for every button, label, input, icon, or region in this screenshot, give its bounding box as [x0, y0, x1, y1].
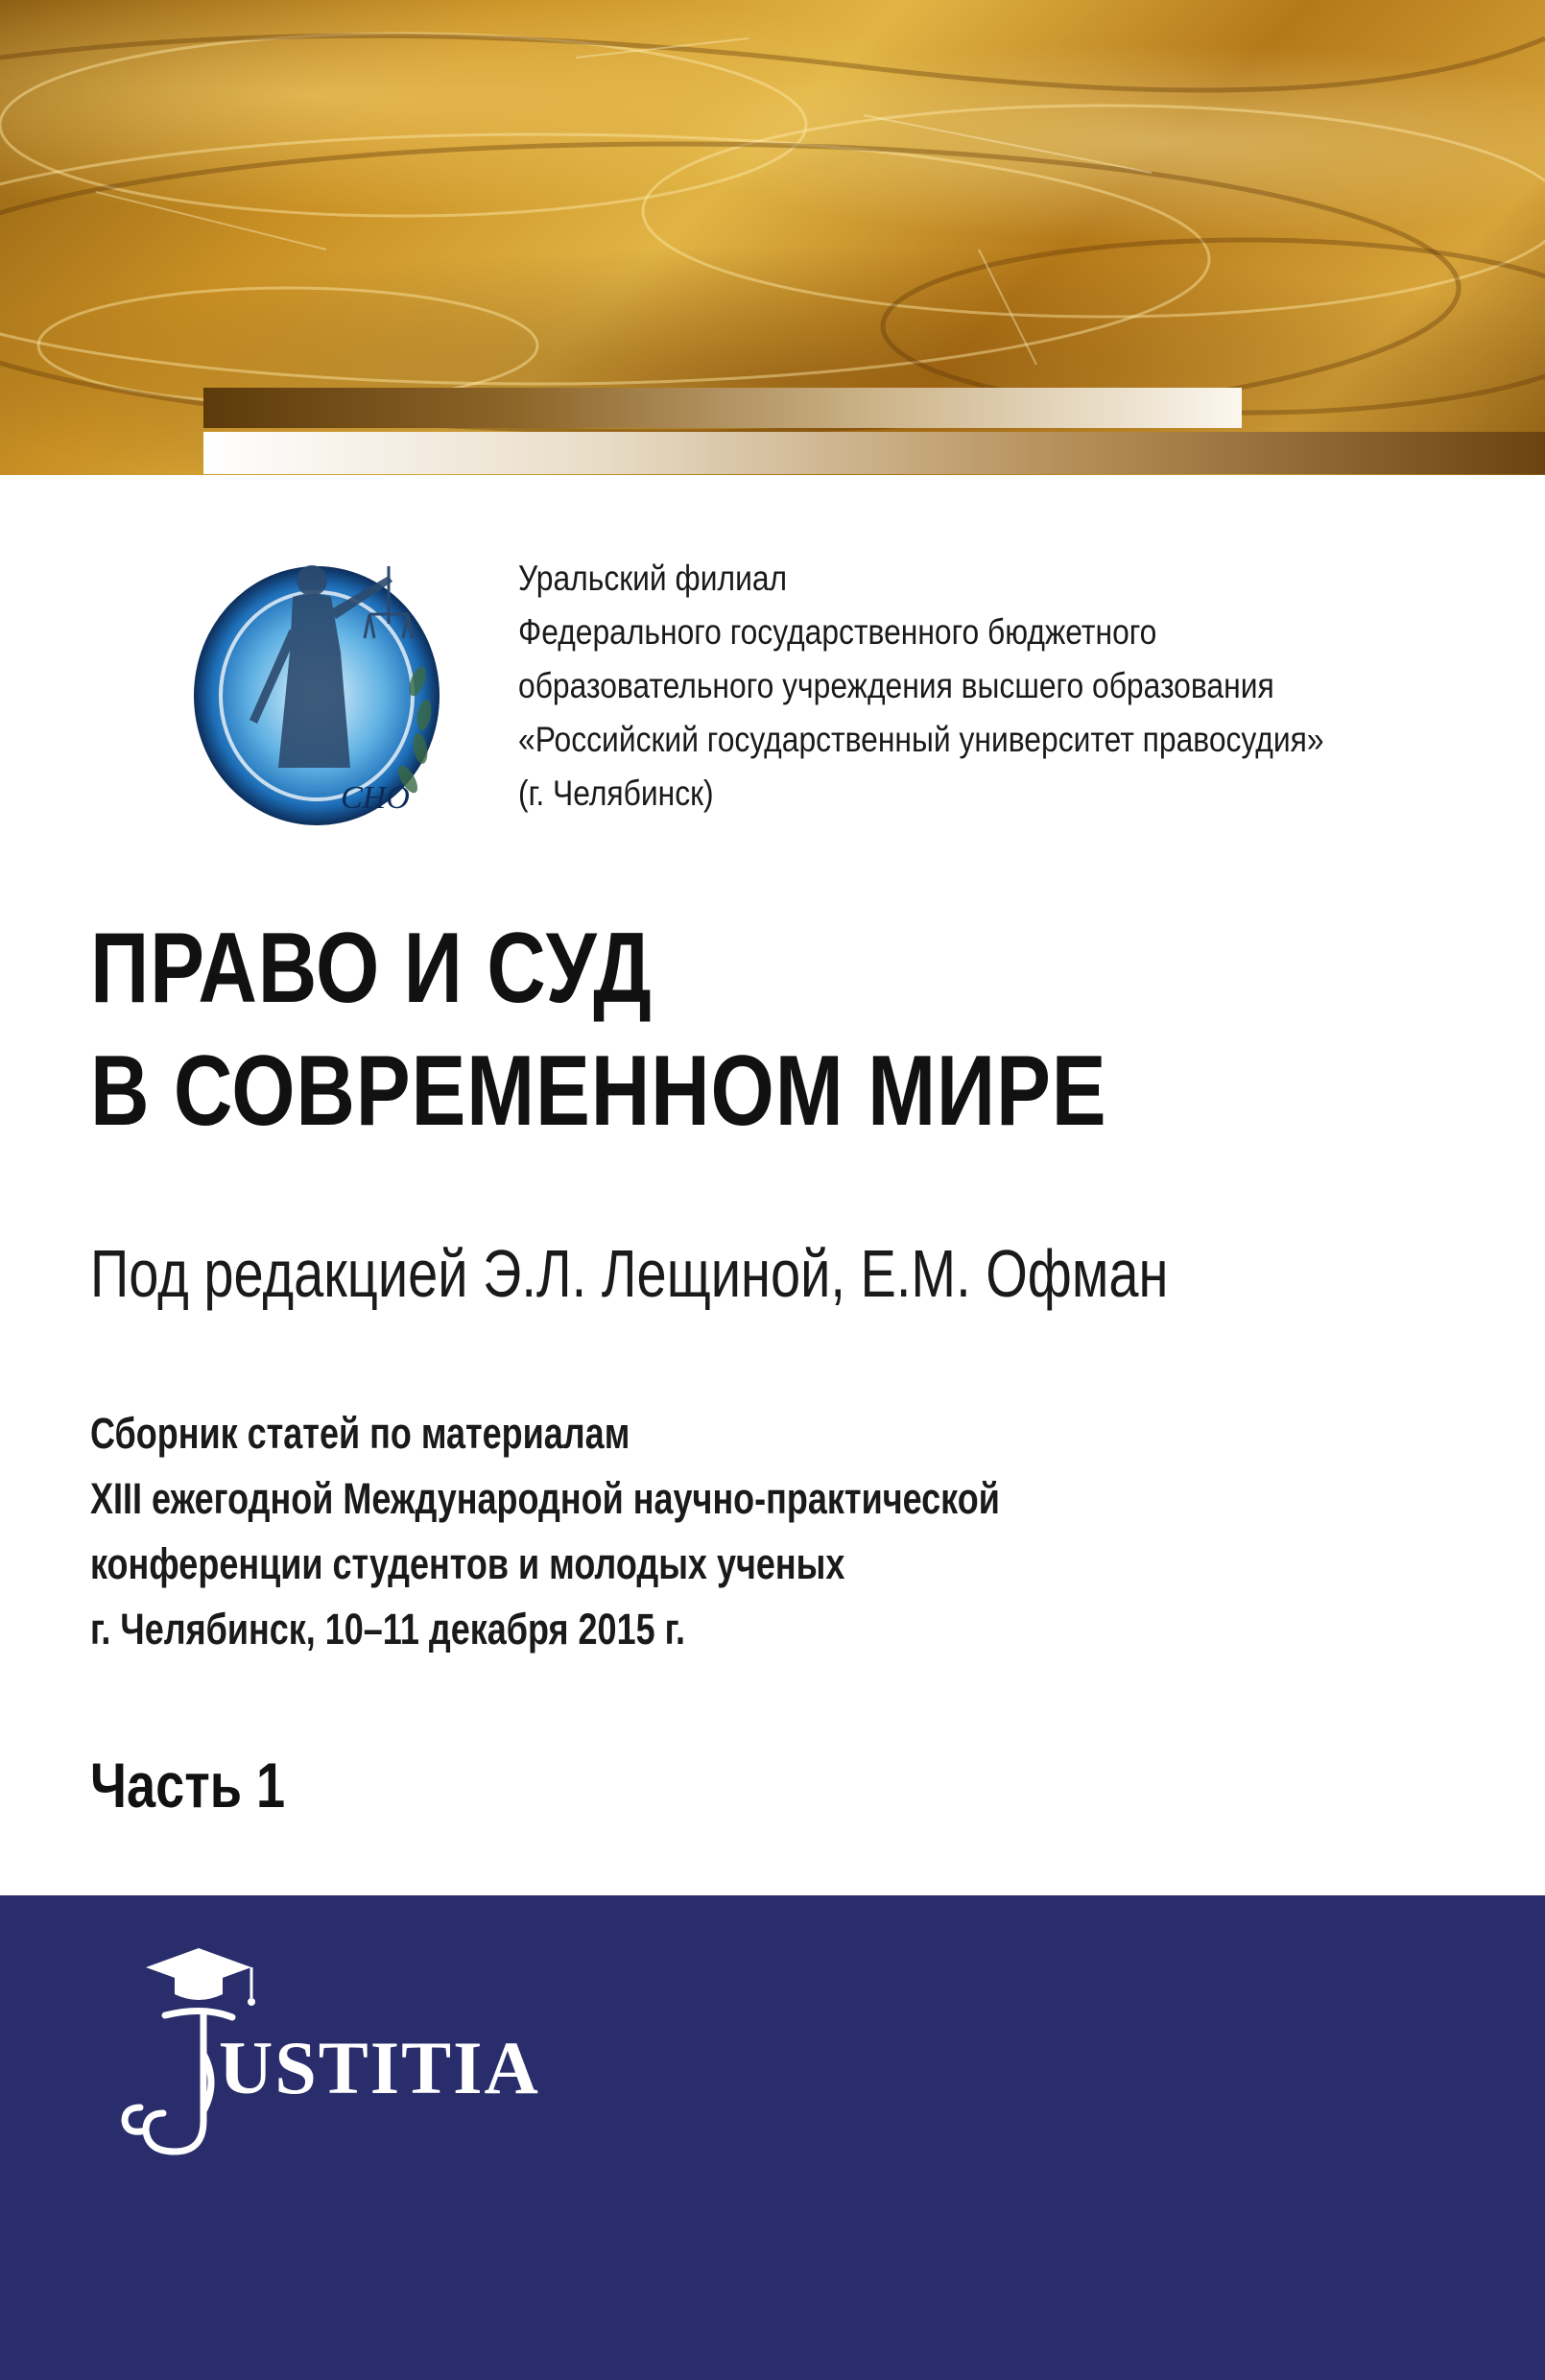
collection-line: XIII ежегодной Международной научно-практической — [90, 1474, 1000, 1523]
banner-stripe-upper — [203, 388, 1242, 428]
publisher-name: USTITIA — [219, 2026, 540, 2109]
book-title-line-2: В СОВРЕМЕННОМ МИРЕ — [90, 1035, 1107, 1147]
part-number: Часть 1 — [90, 1749, 286, 1821]
book-title-line-1: ПРАВО И СУД — [90, 913, 653, 1024]
institution-line: Уральский филиал — [518, 559, 788, 598]
cover-banner — [0, 0, 1545, 475]
collection-line: Сборник статей по материалам — [90, 1409, 630, 1458]
banner-stripe-lower — [203, 432, 1545, 474]
scroll-icon — [125, 2011, 232, 2152]
collection-line: конференции студентов и молодых ученых — [90, 1539, 845, 1588]
institution-line: (г. Челябинск) — [518, 774, 714, 813]
institution-line: Федерального государственного бюджетного — [518, 612, 1157, 652]
editors: Под редакцией Э.Л. Лещиной, Е.М. Офман — [90, 1236, 1169, 1311]
emblem-label: СНО — [341, 780, 410, 816]
graduation-cap-icon — [146, 1948, 255, 2006]
book-title — [90, 907, 1271, 1153]
collection-description — [90, 1401, 1242, 1662]
collection-line: г. Челябинск, 10–11 декабря 2015 г. — [90, 1605, 686, 1654]
institution-block — [518, 552, 1385, 821]
themis-emblem-icon — [182, 537, 461, 835]
institution-line: образовательного учреждения высшего образования — [518, 666, 1274, 705]
institution-line: «Российский государственный университет правосудия» — [518, 720, 1324, 759]
